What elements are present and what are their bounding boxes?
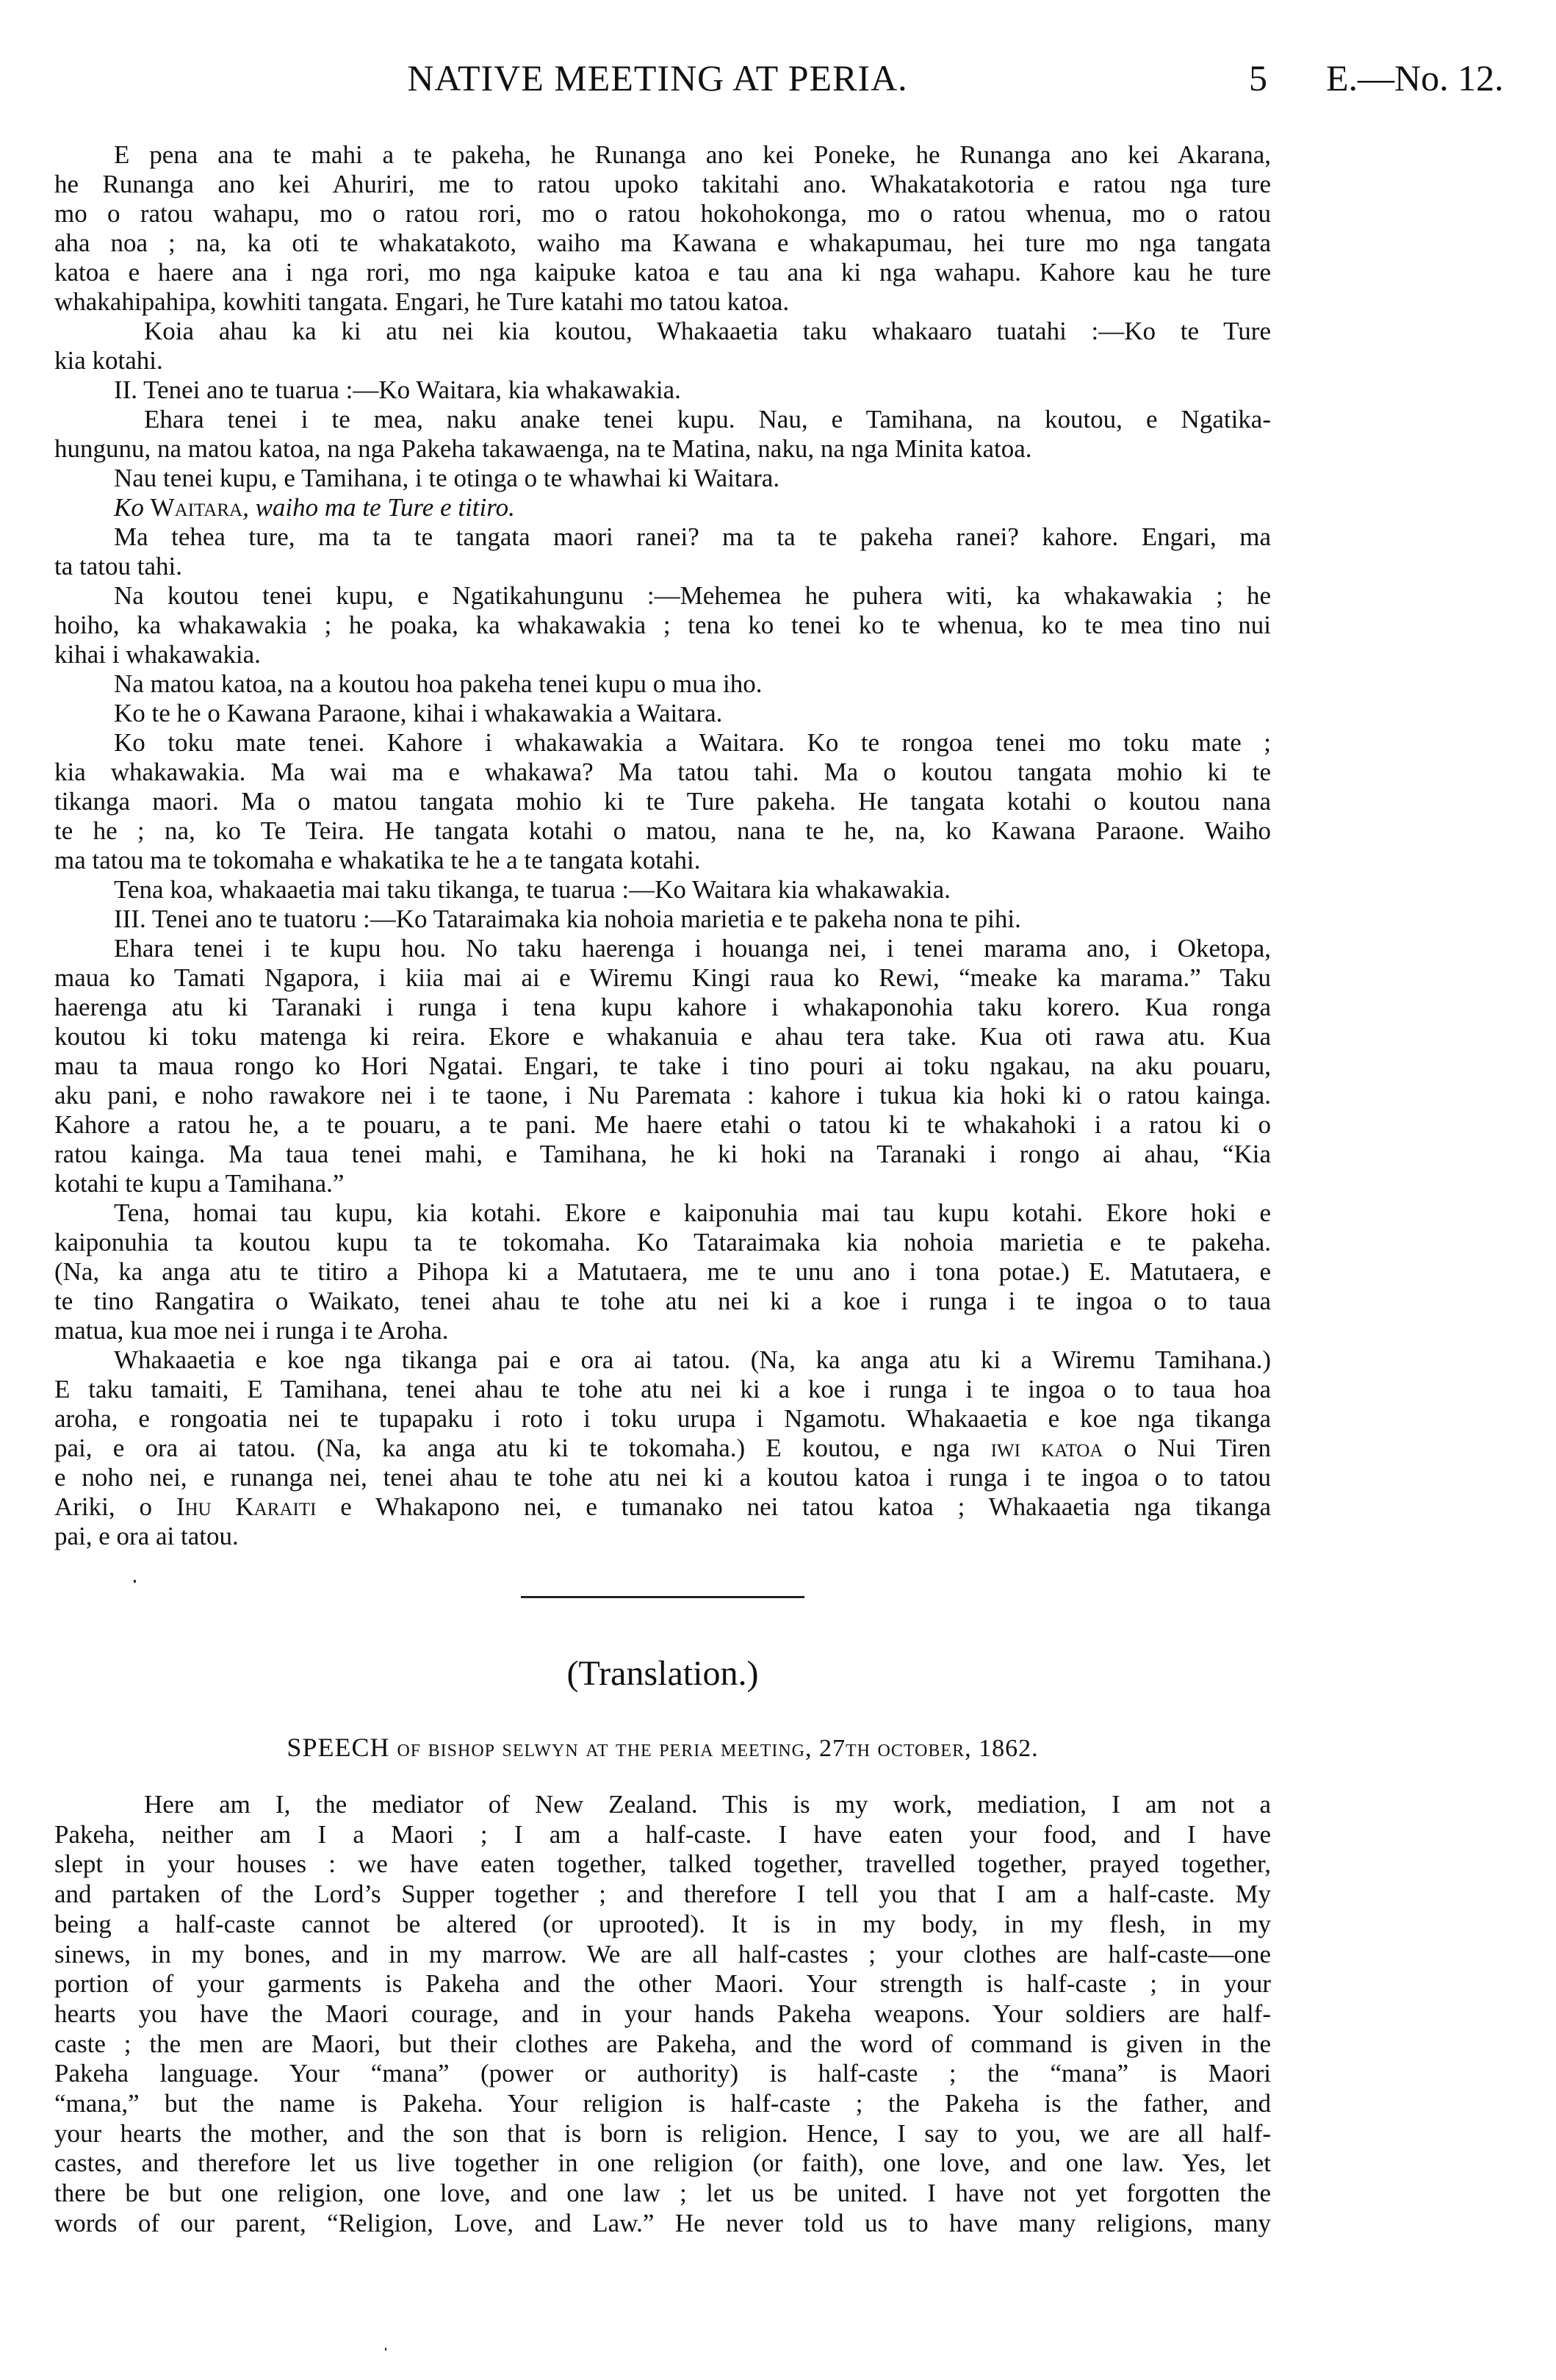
text-line: Ma tehea ture, ma ta te tangata maori ranei? ma ta te pakeha ranei? kahore. Engari, ma — [114, 522, 1271, 551]
text-line: hoiho, ka whakawakia ; he poaka, ka whakawakia ; tena ko tenei ko te whenua, ko te mea tino nui — [54, 611, 1271, 639]
text-line: E taku tamaiti, E Tamihana, tenei ahau te tohe atu nei ki a koe i runga i te ingoa o to taua hoa — [54, 1375, 1271, 1403]
document-reference: E.—No. 12. — [1326, 57, 1504, 98]
text-line: castes, and therefore let us live together in one religion (or faith), one love, and one law. Yes, let — [54, 2149, 1271, 2178]
print-speck — [385, 2348, 386, 2351]
text-line: he Runanga ano kei Ahuriri, me to ratou upoko takitahi ano. Whakatakotoria e ratou nga ture — [54, 170, 1271, 198]
text-line: caste ; the men are Maori, but their clothes are Pakeha, and the word of command is given in the — [54, 2029, 1271, 2058]
page-title: NATIVE MEETING AT PERIA. — [407, 57, 908, 98]
paragraph — [54, 317, 1271, 375]
text-line: aha noa ; na, ka oti te whakatakoto, waiho ma Kawana e whakapumau, hei ture mo nga tangata — [54, 229, 1271, 257]
text-line: matua, kua moe nei i runga i te Aroha. — [54, 1316, 449, 1345]
translation-title: (Translation.) — [566, 1654, 759, 1693]
text-line: ratou kainga. Ma taua tenei mahi, e Tamihana, he ki hoki na Taranaki i rongo ai ahau, “Kia — [54, 1140, 1271, 1168]
text-line: words of our parent, “Religion, Love, and Law.” He never told us to have many religions, many — [54, 2208, 1271, 2237]
text-line: sinews, in my bones, and in my marrow. We are all half-castes ; your clothes are half-caste—one — [54, 1939, 1271, 1969]
section-divider — [521, 1596, 804, 1598]
small-caps-text: Ihu Karaiti — [176, 1492, 317, 1521]
text-line: kaiponuhia ta koutou kupu ta te tokomaha. Ko Tataraimaka kia nohoia marietia e te pakeha. — [54, 1228, 1271, 1256]
page-number: 5 — [1249, 57, 1267, 98]
translation-text-section — [54, 1790, 1271, 2239]
text-line: III. Tenei ano te tuatoru :—Ko Tataraimaka kia nohoia marietia e te pakeha nona te pihi. — [114, 905, 1021, 933]
paragraph — [54, 140, 1271, 317]
paragraph — [54, 699, 1271, 728]
print-speck — [134, 1580, 136, 1583]
paragraph — [54, 522, 1271, 581]
text-line: maua ko Tamati Ngapora, i kiia mai ai e Wiremu Kingi raua ko Rewi, “meake ka marama.” Taku — [54, 963, 1271, 992]
text-line: your hearts the mother, and the son that is born is religion. Hence, I say to you, we are all half- — [54, 2118, 1271, 2148]
text-segment: e Whakapono nei, e tumanako nei tatou katoa ; Whakaaetia nga tikanga — [316, 1492, 1271, 1521]
text-line: there be but one religion, one love, and one law ; let us be united. I have not yet forgotten the — [54, 2179, 1271, 2208]
text-line: II. Tenei ano te tuarua :—Ko Waitara, kia whakawakia. — [114, 375, 681, 404]
text-line: te he ; na, ko Te Teira. He tangata kotahi o matou, nana te he, na, ko Kawana Paraone. Waiho — [54, 816, 1271, 845]
text-line: hungunu, na matou katoa, na nga Pakeha takawaenga, na te Matina, naku, na nga Minita katoa. — [54, 434, 1032, 463]
speech-heading-rest: of bishop selwyn at the peria meeting, 27th october, 1862. — [397, 1735, 1039, 1762]
text-line: Ehara tenei i te mea, naku anake tenei kupu. Nau, e Tamihana, na koutou, e Ngatika- — [144, 405, 1271, 434]
paragraph — [54, 375, 1271, 405]
text-line: Koia ahau ka ki atu nei kia koutou, Whakaaetia taku whakaaro tuatahi :—Ko te Ture — [144, 317, 1271, 345]
text-line: E pena ana te mahi a te pakeha, he Runanga ano kei Poneke, he Runanga ano kei Akarana, — [114, 140, 1271, 169]
paragraph — [54, 1345, 1271, 1551]
text-line: Tena, homai tau kupu, kia kotahi. Ekore e kaiponuhia mai tau kupu kotahi. Ekore hoki e — [114, 1198, 1271, 1227]
paragraph — [54, 405, 1271, 464]
text-line: Kahore a ratou he, a te pouaru, a te pani. Me haere etahi o tatou ki te whakahoki i a ratou ki o — [54, 1110, 1271, 1139]
text-line: “mana,” but the name is Pakeha. Your religion is half-caste ; the Pakeha is the father, and — [54, 2089, 1271, 2118]
paragraph — [54, 493, 1271, 522]
text-line: tikanga maori. Ma o matou tangata mohio ki te Ture pakeha. He tangata kotahi o koutou nana — [54, 787, 1271, 816]
text-line: Tena koa, whakaaetia mai taku tikanga, te tuarua :—Ko Waitara kia whakawakia. — [114, 875, 951, 904]
paragraph — [54, 905, 1271, 934]
text-segment: , waiho ma te Ture e titiro. — [242, 493, 515, 522]
text-line: katoa e haere ana i nga rori, mo nga kaipuke katoa e tau ana ki nga wahapu. Kahore kau he ture — [54, 258, 1271, 287]
maori-text-section — [54, 140, 1271, 1551]
text-line: kia kotahi. — [54, 346, 163, 375]
text-line: hearts you have the Maori courage, and in your hands Pakeha weapons. Your soldiers are half- — [54, 1999, 1271, 2028]
paragraph — [54, 875, 1271, 905]
text-segment: Ariki, o — [54, 1492, 176, 1521]
text-line: kotahi te kupu a Tamihana.” — [54, 1169, 345, 1198]
text-line: kia whakawakia. Ma wai ma e whakawa? Ma tatou tahi. Ma o koutou tangata mohio ki te — [54, 758, 1271, 786]
text-line: ta tatou tahi. — [54, 552, 182, 580]
paragraph — [54, 1790, 1271, 2239]
text-line: (Na, ka anga atu te titiro a Pihopa ki a Matutaera, me te unu ano i tona potae.) E. Matutaera, e — [54, 1257, 1271, 1286]
text-line: Ko te he o Kawana Paraone, kihai i whakawakia a Waitara. — [114, 699, 723, 727]
text-line: mo o ratou wahapu, mo o ratou rori, mo o ratou hokohokonga, mo o ratou whenua, mo o ratou — [54, 199, 1271, 228]
text-line: Pakeha language. Your “mana” (power or authority) is half-caste ; the “mana” is Maori — [54, 2059, 1271, 2088]
speech-heading — [54, 1731, 1271, 1765]
small-caps-text: iwi katoa — [990, 1434, 1103, 1462]
text-line: Nau tenei kupu, e Tamihana, i te otinga o te whawhai ki Waitara. — [114, 464, 780, 492]
text-line: and partaken of the Lord’s Supper together ; and therefore I tell you that I am a half-caste. My — [54, 1880, 1271, 1909]
small-caps-text: Waitara — [150, 493, 243, 522]
text-line: portion of your garments is Pakeha and the other Maori. Your strength is half-caste ; in your — [54, 1969, 1271, 1999]
paragraph — [54, 728, 1271, 875]
text-line: ma tatou ma te tokomaha e whakatika te he a te tangata kotahi. — [54, 846, 701, 874]
text-segment: Ko — [114, 493, 151, 522]
text-line: Whakaaetia e koe nga tikanga pai e ora ai tatou. (Na, ka anga atu ki a Wiremu Tamihana.) — [114, 1345, 1271, 1374]
text-line: e noho nei, e runanga nei, tenei ahau te tohe atu nei ki a koutou katoa i runga i te ingoa o to tatou — [54, 1463, 1271, 1492]
paragraph — [54, 1198, 1271, 1345]
text-line — [54, 493, 1271, 522]
text-line: being a half-caste cannot be altered (or uprooted). It is in my body, in my flesh, in my — [54, 1909, 1271, 1938]
text-line: te tino Rangatira o Waikato, tenei ahau te tohe atu nei ki a koe i runga i te ingoa o to taua — [54, 1287, 1271, 1315]
text-line: Pakeha, neither am I a Maori ; I am a half-caste. I have eaten your food, and I have — [54, 1819, 1271, 1849]
text-line: aroha, e rongoatia nei te tupapaku i roto i toku urupa i Ngamotu. Whakaaetia e koe nga tikanga — [54, 1404, 1271, 1433]
text-line: koutou ki toku matenga ki reira. Ekore e whakanuia e ahau tera take. Kua oti rawa atu. Kua — [54, 1022, 1271, 1051]
speech-heading-lead: SPEECH — [287, 1733, 390, 1762]
text-line: Ehara tenei i te kupu hou. No taku haerenga i houanga nei, i tenei marama ano, i Oketopa, — [114, 934, 1271, 963]
text-line: aku pani, e noho rawakore nei i te taone, i Nu Paremata : kahore i tukua kia hoki ki o ratou kainga. — [54, 1081, 1271, 1110]
text-line: whakahipahipa, kowhiti tangata. Engari, he Ture katahi mo tatou katoa. — [54, 287, 790, 316]
text-line: Na matou katoa, na a koutou hoa pakeha tenei kupu o mua iho. — [114, 669, 763, 698]
text-line: haerenga atu ki Taranaki i runga i tena kupu kahore i whakaponohia taku korero. Kua ronga — [54, 993, 1271, 1021]
text-segment: o Nui Tiren — [1103, 1434, 1271, 1462]
text-line: Here am I, the mediator of New Zealand. This is my work, mediation, I am not a — [144, 1790, 1271, 1819]
text-line — [54, 1492, 1271, 1522]
paragraph — [54, 934, 1271, 1198]
text-line: Ko toku mate tenei. Kahore i whakawakia a Waitara. Ko te rongoa tenei mo toku mate ; — [114, 728, 1271, 757]
text-line: Na koutou tenei kupu, e Ngatikahungunu :—Mehemea he puhera witi, ka whakawakia ; he — [114, 581, 1271, 610]
paragraph — [54, 581, 1271, 669]
text-line: mau ta maua rongo ko Hori Ngatai. Engari, te take i tino pouri ai toku ngakau, na aku pouaru, — [54, 1051, 1271, 1080]
text-line: slept in your houses : we have eaten together, talked together, travelled together, prayed together, — [54, 1849, 1271, 1879]
text-line — [54, 1434, 1271, 1463]
paragraph — [54, 464, 1271, 493]
paragraph — [54, 669, 1271, 699]
text-segment: pai, e ora ai tatou. (Na, ka anga atu ki te tokomaha.) E koutou, e nga — [54, 1434, 991, 1462]
text-line: kihai i whakawakia. — [54, 640, 261, 669]
text-line: pai, e ora ai tatou. — [54, 1522, 239, 1550]
